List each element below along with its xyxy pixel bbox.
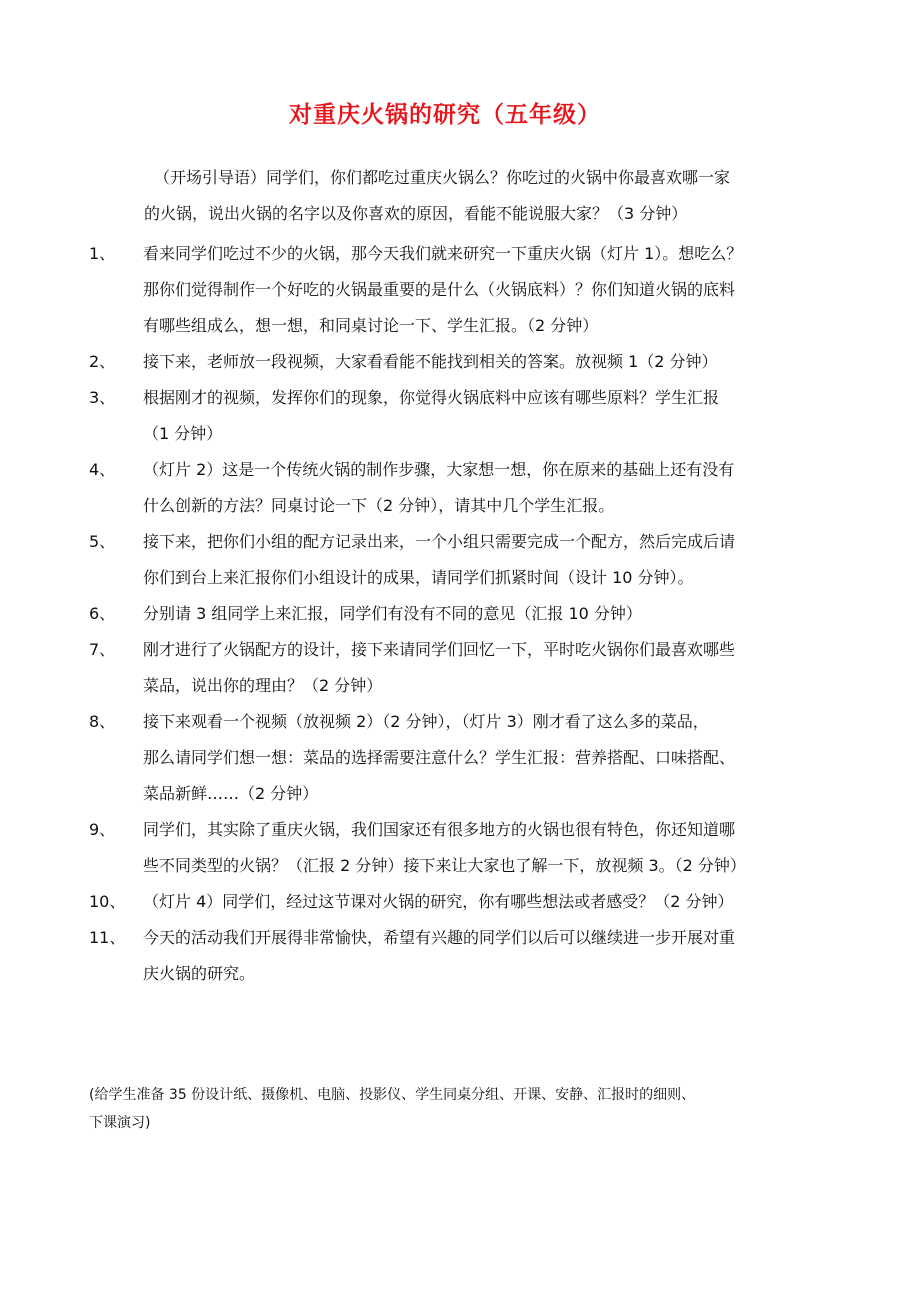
list-item (0, 596, 920, 632)
document-title: 对重庆火锅的研究（五年级） (289, 102, 601, 128)
item-line: （1 分钟） (143, 424, 223, 443)
item-line: 刚才进行了火锅配方的设计，接下来请同学们回忆一下，平时吃火锅你们最喜欢哪些 (143, 640, 736, 659)
item-number: 5、 (89, 532, 116, 551)
materials-note (89, 1081, 849, 1137)
list-item (0, 812, 920, 884)
list-item (0, 632, 920, 704)
item-number: 10、 (89, 892, 126, 911)
item-number: 7、 (89, 640, 116, 659)
list-item (0, 380, 920, 452)
item-line: 菜品新鲜……（2 分钟） (143, 784, 319, 803)
list-item (0, 920, 920, 992)
item-number: 6、 (89, 604, 116, 623)
note-line: 下课演习) (89, 1115, 151, 1131)
item-line: （灯片 4）同学们，经过这节课对火锅的研究，你有哪些想法或者感受？（2 分钟） (143, 892, 734, 911)
item-text (143, 524, 873, 596)
item-number: 8、 (89, 712, 116, 731)
item-text (143, 452, 873, 524)
intro-line: 的火锅，说出火锅的名字以及你喜欢的原因，看能不能说服大家？（3 分钟） (144, 204, 688, 223)
list-item (0, 344, 920, 380)
item-line: 庆火锅的研究。 (143, 964, 256, 983)
item-line: 根据刚才的视频，发挥你们的现象，你觉得火锅底料中应该有哪些原料？学生汇报 (143, 388, 720, 407)
item-text (143, 704, 873, 812)
item-line: 今天的活动我们开展得非常愉快，希望有兴趣的同学们以后可以继续进一步开展对重 (143, 928, 736, 947)
item-line: （灯片 2）这是一个传统火锅的制作步骤，大家想一想，你在原来的基础上还有没有 (143, 460, 735, 479)
item-text (143, 236, 873, 344)
item-line: 接下来观看一个视频（放视频 2）（2 分钟），（灯片 3）刚才看了这么多的菜品， (143, 712, 709, 731)
item-number: 9、 (89, 820, 116, 839)
item-text (143, 812, 873, 884)
lesson-steps-list (0, 236, 920, 992)
item-text (143, 344, 873, 380)
item-number: 3、 (89, 388, 116, 407)
intro-line: （开场引导语）同学们，你们都吃过重庆火锅么？你吃过的火锅中你最喜欢哪一家 (154, 168, 731, 187)
item-line: 那你们觉得制作一个好吃的火锅最重要的是什么（火锅底料）？你们知道火锅的底料 (143, 280, 736, 299)
item-line: 你们到台上来汇报你们小组设计的成果，请同学们抓紧时间（设计 10 分钟）。 (143, 568, 694, 587)
item-text (143, 380, 873, 452)
item-number: 11、 (89, 928, 126, 947)
list-item (0, 704, 920, 812)
item-line: 看来同学们吃过不少的火锅，那今天我们就来研究一下重庆火锅（灯片 1）。想吃么？ (143, 244, 743, 263)
item-line: 同学们，其实除了重庆火锅，我们国家还有很多地方的火锅也很有特色，你还知道哪 (143, 820, 736, 839)
item-text (143, 884, 873, 920)
item-text (143, 920, 873, 992)
item-line: 菜品，说出你的理由？（2 分钟） (143, 676, 383, 695)
item-number: 1、 (89, 244, 116, 263)
list-item (0, 236, 920, 344)
item-line: 接下来，老师放一段视频，大家看看能不能找到相关的答案。放视频 1（2 分钟） (143, 352, 718, 371)
item-line: 有哪些组成么，想一想，和同桌讨论一下、学生汇报。（2 分钟） (143, 316, 599, 335)
item-number: 2、 (89, 352, 116, 371)
item-line: 分别请 3 组同学上来汇报，同学们有没有不同的意见（汇报 10 分钟） (143, 604, 642, 623)
list-item (0, 452, 920, 524)
item-text (143, 596, 873, 632)
list-item (0, 884, 920, 920)
item-line: 接下来，把你们小组的配方记录出来，一个小组只需要完成一个配方，然后完成后请 (143, 532, 736, 551)
item-line: 那么请同学们想一想：菜品的选择需要注意什么？学生汇报：营养搭配、口味搭配、 (143, 748, 736, 767)
list-item (0, 524, 920, 596)
item-line: 什么创新的方法？同桌讨论一下（2 分钟），请其中几个学生汇报。 (143, 496, 615, 515)
item-text (143, 632, 873, 704)
note-line: (给学生准备 35 份设计纸、摄像机、电脑、投影仪、学生同桌分组、开课、安静、汇报时的细则、 (89, 1087, 696, 1103)
item-line: 些不同类型的火锅？（汇报 2 分钟）接下来让大家也了解一下，放视频 3。（2 分钟） (143, 856, 746, 875)
intro-paragraph (144, 160, 864, 232)
item-number: 4、 (89, 460, 116, 479)
